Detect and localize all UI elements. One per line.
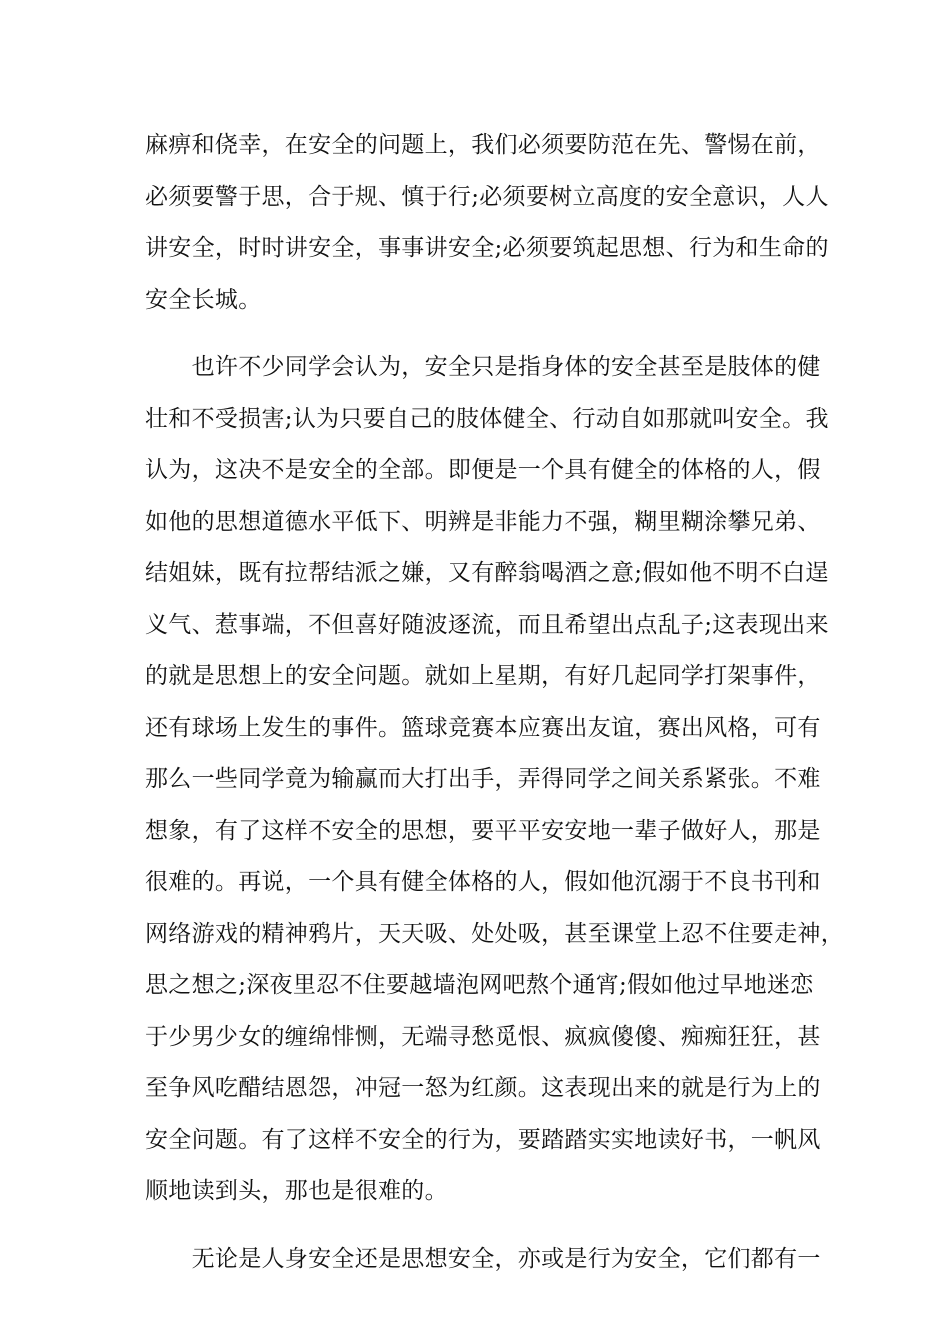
text-line: 思之想之;深夜里忍不住要越墙泡网吧熬个通宵;假如他过早地迷恋 bbox=[145, 972, 814, 998]
text-line: 结姐妹，既有拉帮结派之嫌，又有醉翁喝酒之意;假如他不明不白逞 bbox=[145, 560, 829, 586]
text-line: 如他的思想道德水平低下、明辨是非能力不强，糊里糊涂攀兄弟、 bbox=[145, 508, 821, 535]
text-line: 至争风吃醋结恩怨，冲冠一怒为红颜。这表现出来的就是行为上的 bbox=[145, 1075, 821, 1101]
text-line: 很难的。再说，一个具有健全体格的人，假如他沉溺于不良书刊和 bbox=[145, 869, 821, 895]
text-line: 还有球场上发生的事件。篮球竞赛本应赛出友谊，赛出风格，可有 bbox=[145, 714, 821, 741]
text-line: 无论是人身安全还是思想安全，亦或是行为安全，它们都有一 bbox=[145, 1245, 821, 1272]
text-line: 网络游戏的精神鸦片，天天吸、处处吸，甚至课堂上忍不住要走神， bbox=[145, 920, 844, 947]
text-line: 那么一些同学竟为输赢而大打出手，弄得同学之间关系紧张。不难 bbox=[145, 766, 821, 792]
paragraph-2 bbox=[145, 342, 844, 1218]
text-line: 认为，这决不是安全的全部。即便是一个具有健全的体格的人，假 bbox=[145, 457, 821, 483]
paragraph-spacer bbox=[145, 1218, 825, 1234]
paragraph-3 bbox=[145, 1234, 825, 1286]
text-line: 于少男少女的缠绵悱恻，无端寻愁觅恨、疯疯傻傻、痴痴狂狂，甚 bbox=[145, 1023, 821, 1050]
paragraph-1 bbox=[145, 120, 829, 326]
text-line: 义气、惹事端，不但喜好随波逐流，而且希望出点乱子;这表现出来 bbox=[145, 611, 829, 638]
text-line: 顺地读到头，那也是很难的。 bbox=[145, 1178, 448, 1204]
text-line: 安全问题。有了这样不安全的行为，要踏踏实实地读好书，一帆风 bbox=[145, 1126, 821, 1153]
text-line: 讲安全，时时讲安全，事事讲安全;必须要筑起思想、行为和生命的 bbox=[145, 235, 829, 261]
text-line: 安全长城。 bbox=[145, 286, 262, 313]
text-line: 想象，有了这样不安全的思想，要平平安安地一辈子做好人，那是 bbox=[145, 817, 821, 844]
text-line: 的就是思想上的安全问题。就如上星期，有好几起同学打架事件， bbox=[145, 663, 821, 689]
text-line: 必须要警于思，合于规、慎于行;必须要树立高度的安全意识，人人 bbox=[145, 183, 829, 210]
text-line: 壮和不受损害;认为只要自己的肢体健全、行动自如那就叫安全。我 bbox=[145, 405, 829, 432]
text-line: 麻痹和侥幸，在安全的问题上，我们必须要防范在先、警惕在前， bbox=[145, 132, 821, 158]
body-text bbox=[145, 120, 844, 1285]
text-line: 也许不少同学会认为，安全只是指身体的安全甚至是肢体的健 bbox=[145, 354, 821, 380]
paragraph-spacer bbox=[145, 326, 825, 342]
